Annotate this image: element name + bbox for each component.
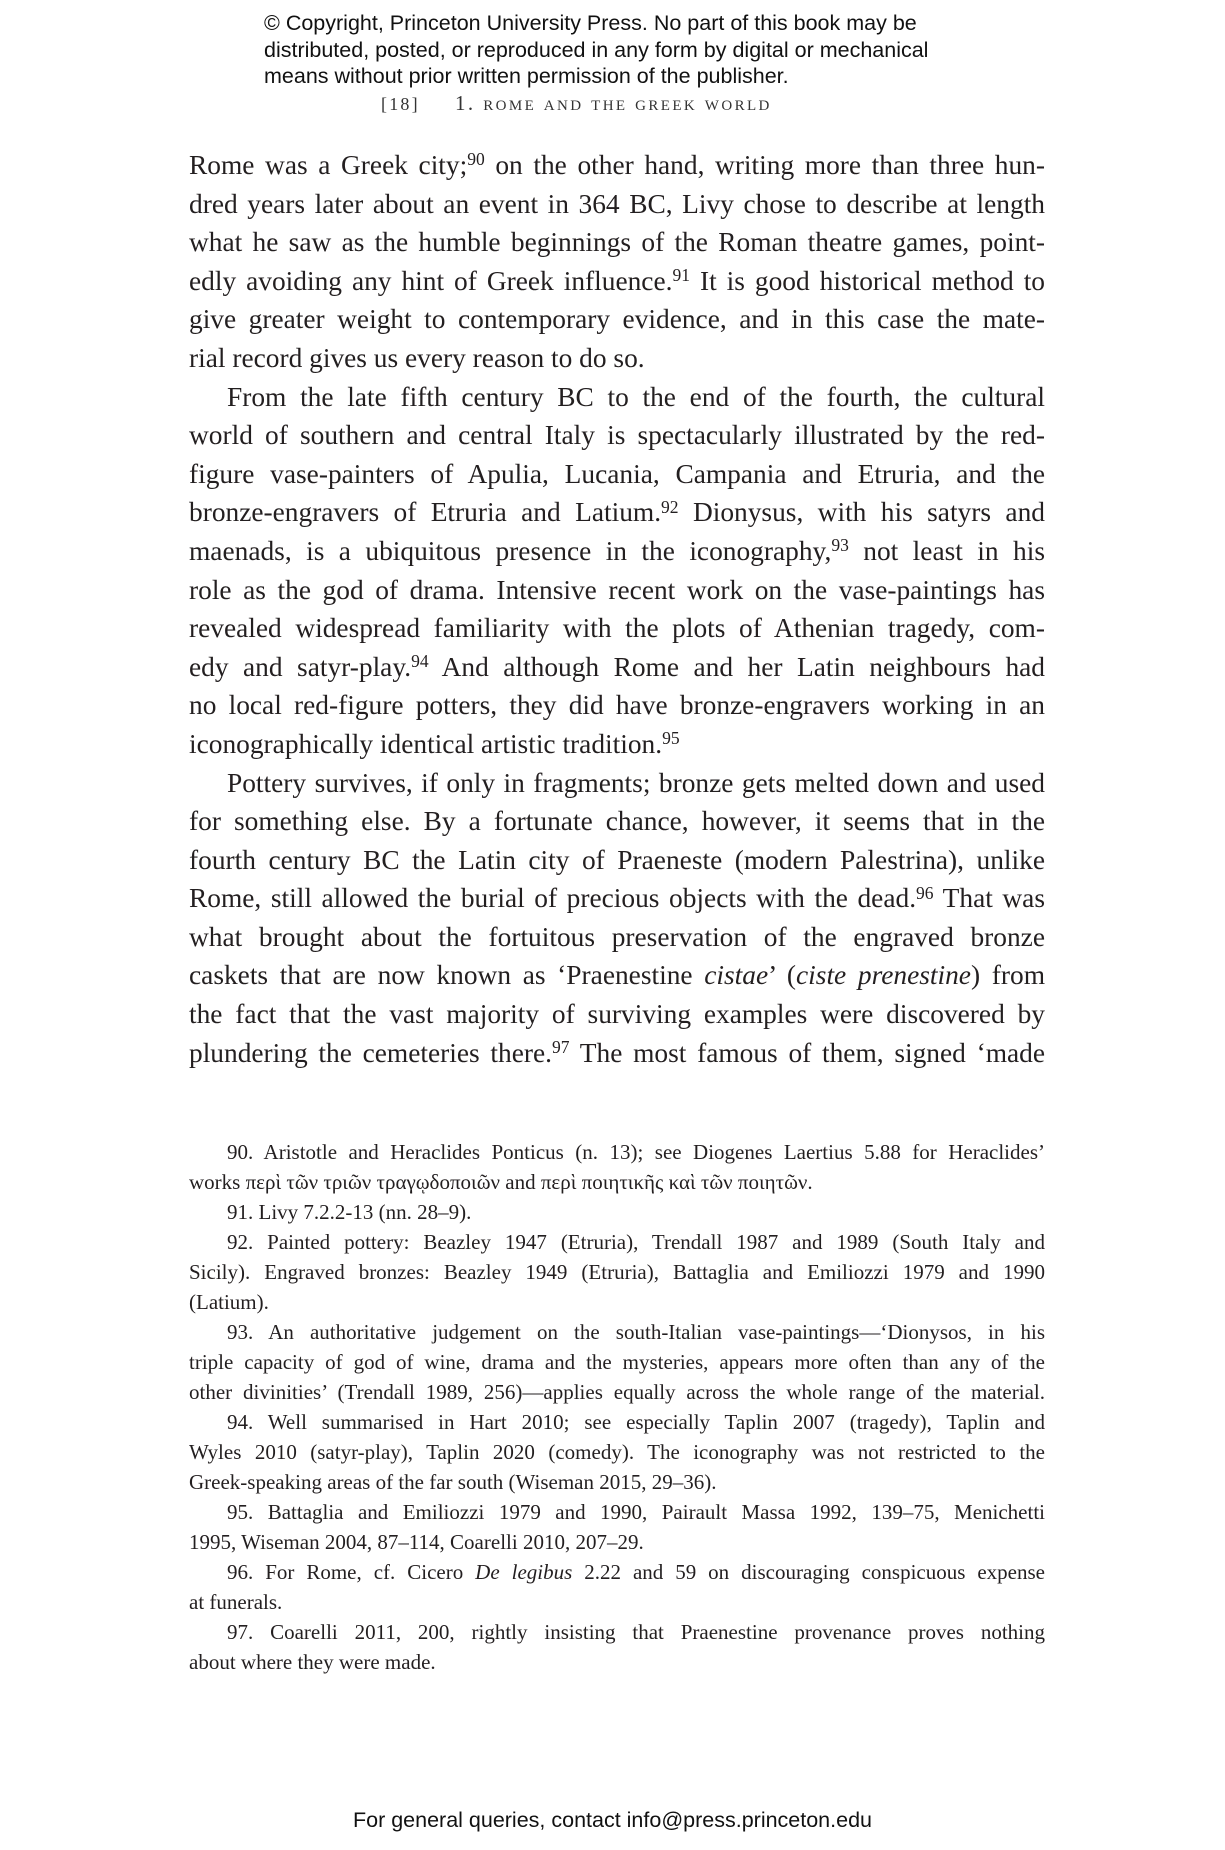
copyright-notice xyxy=(264,10,964,90)
body-line: maenads, is a ubiquitous presence in the iconography,$^{93}$ not least in his xyxy=(189,535,1046,566)
body-line: iconographically identical artistic tradition.$^{95}$ xyxy=(189,728,680,759)
chapter-title: 1. rome and the greek world xyxy=(455,91,772,115)
body-line: what he saw as the humble beginnings of the Roman theatre games, point- xyxy=(189,227,1045,258)
footnote-line: 97. Coarelli 2011, 200, rightly insisting that Praenestine provenance proves nothing xyxy=(227,1620,1045,1644)
body-line: revealed widespread familiarity with the plots of Athenian tragedy, com- xyxy=(189,613,1045,644)
body-line: world of southern and central Italy is spectacularly illustrated by the red- xyxy=(189,420,1045,451)
page-number: [18] xyxy=(381,94,420,114)
footnote-ref[interactable]: 96 xyxy=(916,882,934,903)
footnote-line: 93. An authoritative judgement on the south-Italian vase-paintings—‘Dionysos, in his xyxy=(227,1320,1045,1344)
footnote-ref[interactable]: 90 xyxy=(467,149,485,170)
footnote-line: works περὶ τῶν τριῶν τραγῳδοποιῶν and περὶ ποιητικῆς καὶ τῶν ποιητῶν. xyxy=(189,1170,813,1194)
body-line: for something else. By a fortunate chance, however, it seems that in the xyxy=(189,806,1045,837)
footnotes xyxy=(189,1137,1045,1677)
body-line: Pottery survives, if only in fragments; bronze gets melted down and used xyxy=(227,767,1045,798)
body-line: no local red-figure potters, they did have bronze-engravers working in an xyxy=(189,690,1045,721)
body-line: bronze-engravers of Etruria and Latium.$^{92}$ Dionysus, with his satyrs and xyxy=(189,496,1045,528)
footnote-line: other divinities’ (Trendall 1989, 256)—applies equally across the whole range of the material. xyxy=(189,1380,1045,1404)
footnote-line: about where they were made. xyxy=(189,1650,436,1674)
footnote-line: 96. For Rome, cf. Cicero De legibus 2.22 and 59 on discouraging conspicuous expense xyxy=(227,1560,1045,1584)
body-line: figure vase-painters of Apulia, Lucania, Campania and Etruria, and the xyxy=(189,458,1045,489)
footnote-ref[interactable]: 97 xyxy=(552,1036,570,1057)
footnote-line: at funerals. xyxy=(189,1590,283,1614)
footnote-line: 91. Livy 7.2.2-13 (nn. 28–9). xyxy=(227,1200,472,1224)
footnote-line: Wyles 2010 (satyr-play), Taplin 2020 (comedy). The iconography was not restricted to the xyxy=(189,1440,1045,1464)
contact-footer: For general queries, contact info@press.princeton.edu xyxy=(352,1808,872,1832)
body-line: give greater weight to contemporary evidence, and in this case the mate- xyxy=(189,304,1045,335)
body-line: Rome was a Greek city;$^{90}$ on the other hand, writing more than three hun- xyxy=(189,149,1045,180)
body-line: rial record gives us every reason to do so. xyxy=(189,342,645,373)
footnote-line: (Latium). xyxy=(189,1290,269,1314)
footnote-line: 92. Painted pottery: Beazley 1947 (Etruria), Trendall 1987 and 1989 (South Italy and xyxy=(227,1230,1045,1254)
body-text xyxy=(189,146,1045,1072)
body-line: fourth century BC the Latin city of Praeneste (modern Palestrina), unlike xyxy=(189,844,1045,875)
footnote-line: triple capacity of god of wine, drama and the mysteries, appears more often than any of the xyxy=(189,1350,1045,1374)
body-line: the fact that the vast majority of surviving examples were discovered by xyxy=(189,999,1045,1030)
copyright-line: © Copyright, Princeton University Press. No part of this book may be xyxy=(264,11,917,35)
footnote-line: 90. Aristotle and Heraclides Ponticus (n. 13); see Diogenes Laertius 5.88 for Heraclides’ xyxy=(227,1140,1045,1164)
footnote-ref[interactable]: 92 xyxy=(661,496,679,517)
body-line: caskets that are now known as ‘Praenestine cistae’ (ciste prenestine) from xyxy=(189,960,1046,991)
body-line: dred years later about an event in 364 BC, Livy chose to describe at length xyxy=(189,188,1045,219)
footnote-line: 95. Battaglia and Emiliozzi 1979 and 1990, Pairault Massa 1992, 139–75, Menichetti xyxy=(227,1500,1045,1524)
body-line: From the late fifth century BC to the end of the fourth, the cultural xyxy=(227,381,1045,412)
footnote-line: 1995, Wiseman 2004, 87–114, Coarelli 2010, 207–29. xyxy=(189,1530,644,1554)
copyright-line: means without prior written permission of the publisher. xyxy=(264,64,789,88)
body-line: plundering the cemeteries there.$^{97}$ The most famous of them, signed ‘made xyxy=(189,1036,1046,1068)
body-line: what brought about the fortuitous preservation of the engraved bronze xyxy=(189,921,1045,952)
footnote-line: 94. Well summarised in Hart 2010; see especially Taplin 2007 (tragedy), Taplin and xyxy=(227,1410,1045,1434)
body-line: Rome, still allowed the burial of precious objects with the dead.$^{96}$ That was xyxy=(189,882,1045,914)
footnote-ref[interactable]: 91 xyxy=(672,265,690,286)
footnote-line: Greek-speaking areas of the far south (Wiseman 2015, 29–36). xyxy=(189,1470,717,1494)
body-line: role as the god of drama. Intensive recent work on the vase-paintings has xyxy=(189,574,1045,605)
footnote-ref[interactable]: 93 xyxy=(831,535,849,556)
body-line: edy and satyr-play.$^{94}$ And although Rome and her Latin neighbours had xyxy=(189,650,1045,682)
footnote-ref[interactable]: 95 xyxy=(662,728,680,749)
footnote-ref[interactable]: 94 xyxy=(411,650,429,671)
footnote-line: Sicily). Engraved bronzes: Beazley 1949 (Etruria), Battaglia and Emiliozzi 1979 and 1990 xyxy=(189,1260,1045,1284)
body-line: edly avoiding any hint of Greek influence.$^{91}$ It is good historical method to xyxy=(189,265,1045,296)
copyright-line: distributed, posted, or reproduced in any form by digital or mechanical xyxy=(264,37,929,62)
